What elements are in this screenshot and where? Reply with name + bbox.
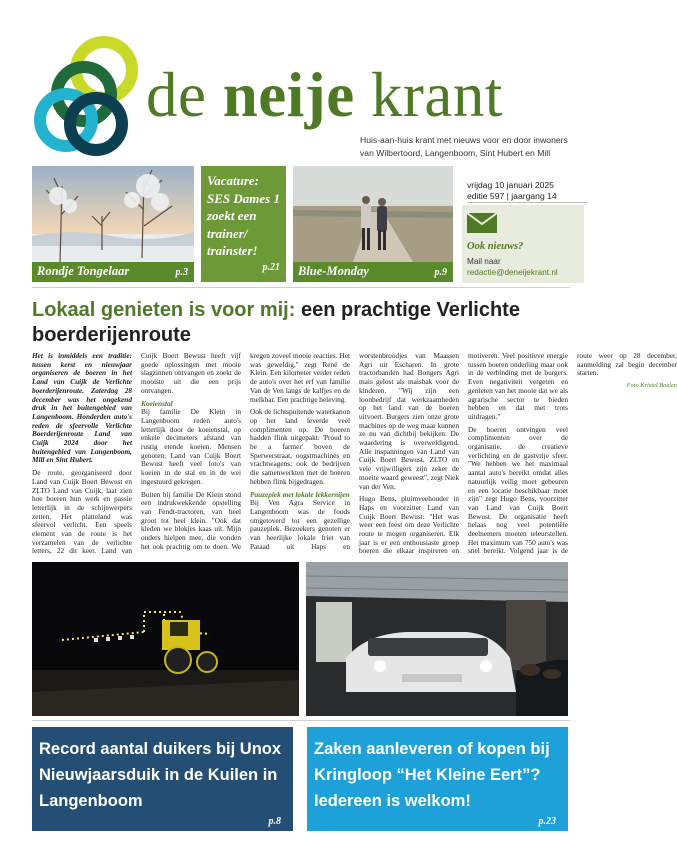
teaser-title: Vacature: SES Dames 1 zoekt een trainer/ trainster! <box>207 173 280 258</box>
article-subheading: Koeienstal <box>141 398 173 408</box>
promo-title: Zaken aanleveren of kopen bij Kringloop “Het Kleine Eert”? Iedereen is welkom! <box>314 740 550 810</box>
teaser-page: p.9 <box>434 267 447 278</box>
illuminated-tractor-photo <box>32 562 299 716</box>
promo-box-kringloop[interactable] <box>307 727 568 831</box>
article-paragraph: De route, georganiseerd door Land van Cuijk Boert Bewust en ZLTO Land van Cuijk, laat zien hoe boeren hun werk en passie letterlijk in de schijnwerpers zetten. Het platteland was sfeervol verlicht. Een speels element van de route is het verzamelen van de verlichte letters, 22 dit keer. Land van Cuijk Boert Bewust heeft vijf goede oplossingen met mooie slagzinnen ontvangen en zoekt de mooiste uit die een prijs ontvangen. <box>32 351 241 556</box>
issue-edition: editie 597 | jaargang 14 <box>467 191 587 203</box>
article-paragraph: Buiten bij familie De Klein stond een indrukwekkende opstelling van Fendt-tractoren, van heel groot tot heel klein. "Ook dat kleden we blokjes kaas uit. Mijn ouders hielpen mee, die vonden het ook prachtig om te doen. We kregen zoveel mooie reacties. Het was geweldig," zegt René de Klein. Een kilometer verder reden de auto's over het erf van familie Van de Ven langs de kalfjes en de melkbar. Een prachtige beleving. <box>141 351 350 551</box>
article-paragraph: De boeren ontvingen veel complimenten over de organisatie, de creatieve verlichting en de gastvrije sfeer. "We hebben we het maximaal aantal auto's bereikt omdat alles natuurlijk veilig moet gebeuren en een locatie beschikbaar moet zijn" zegt Hugo Bens, voorzitter van Land van Cuijk Boert Bewust. De organisatie heeft helaas nog veel potentiële deelnemers moeten teleurstellen. Het maximum van 750 auto's was snel bereikt. Volgend jaar is de route weer op 28 december, aanmelding zal begin december starten. <box>468 351 677 556</box>
teaser-rondje-tongelaar[interactable] <box>32 166 194 282</box>
article-lead: Het is inmiddels een traditie: tussen kerst en nieuwjaar organiseren de boeren in het Land van Cuijk de Verlichte boerderijenroute. Zaterdag 28 december was het ongekend druk in het buitengebied van Langenboom. Honderden auto's reden de sfeervolle Verlichte Boerderijenroute Land van Cuijk 2024 door het buitengebied van Langenboom, Mill en Sint Hubert. <box>32 351 132 465</box>
article-paragraph: Bij familie De Klein in Langenboom reden auto's letterlijk door de koeienstal, op enkele decimeters afstand van rustig etende koeien. Mensen genoten; Land van Cuijk Boert Bewust heeft veel foto's van koeien in de stal en in de wei ingestuurd gekregen. <box>141 407 241 486</box>
article-subheading: Pauzeplek met lokale lekkernijen <box>250 489 350 499</box>
article-body <box>32 351 677 560</box>
contact-box <box>462 205 584 283</box>
issue-info <box>467 180 587 203</box>
promo-title: Record aantal duikers bij Unox Nieuwjaarsduik in de Kuilen in Langenboom <box>39 740 282 810</box>
teaser-title: Blue-Monday <box>298 264 369 278</box>
divider <box>32 720 570 721</box>
newspaper-logo <box>26 32 154 164</box>
article-paragraph: Bij Ven Agra Service in Langenboom was de foods omgetoverd tot een gezellige pauzeplek. Bezoekers genoten er van heerlijke lokale friet van Pataad uit Haps en worstenbroodjes van Maassen Agri uit Escharen. In grote tractorbanden had Bongers Agri mais gelost als maisbak voor de kinderen. "Wij zijn een loonbedrijf dat werkzaamheden op het land van de boeren uitvoert. Burgers zien onze grote machines op de weg maar kunnen ze nu van dichtbij bekijken. De waardering is overweldigend. Alle inspanningen van Land van Cuijk Boert Bewust, ZLTO en vele vrijwilligers zijn zeker de moeite waard geweest", zegt Niek van der Ven. <box>250 351 459 551</box>
contact-email-link[interactable]: redactie@deneijekrant.nl <box>467 268 558 277</box>
contact-mail-label: Mail naar <box>467 257 501 266</box>
newspaper-title: de neije krant <box>146 60 503 130</box>
teaser-title: Rondje Tongelaar <box>37 264 130 278</box>
promo-page: p.8 <box>268 816 281 827</box>
teaser-blue-monday[interactable] <box>293 166 453 282</box>
promo-box-nieuwjaarsduik[interactable] <box>32 727 293 831</box>
article-paragraph: Ook de lichtspuitende waterkanon op het land leverde veel complimenten op. De boeren hadden flink uitgepakt: 'Proud to be a farmer' boven de Sperwerstraat, oogstmachines en vrachtwagens; ook de bedrijven die samenwerkten met de boeren hebben flink bijgedragen. <box>250 407 350 486</box>
tagline: Huis-aan-huis krant met nieuws voor en door inwoners van Wilbertoord, Langenboom, Sint Hubert en Mill <box>360 135 568 158</box>
promo-page: p.23 <box>538 816 556 827</box>
article-paragraph: Hugo Bens, pluimveehouder in Haps en voorzitter Land van Cuijk Boert Bewust: "Het was weer een feest om deze Verlichte route te mogen organiseren. Elk jaar is er een enthousiaste groep boeren die elkaar inspireren en motiveren. Veel positieve energie tussen boeren onderling maar ook in de verbinding met de burgers. Even negativiteit vergeten en genieten van het mooie dat we als agrarische sector te bieden hebben en dat met trots uitdragen." <box>359 351 568 556</box>
cow-barn-cars-photo <box>306 562 568 716</box>
envelope-icon <box>467 213 497 233</box>
teaser-vacature[interactable] <box>201 166 286 282</box>
divider <box>32 287 570 288</box>
article-headline: Lokaal genieten is voor mij: een prachtige Verlichte boerderijenroute <box>32 299 520 346</box>
contact-heading: Ook nieuws? <box>467 241 524 252</box>
issue-date: vrijdag 10 januari 2025 <box>467 180 554 190</box>
teaser-page: p.21 <box>262 262 280 273</box>
photo-credit: Foto Kristel Boelen <box>626 382 677 390</box>
teaser-page: p.3 <box>175 267 188 278</box>
